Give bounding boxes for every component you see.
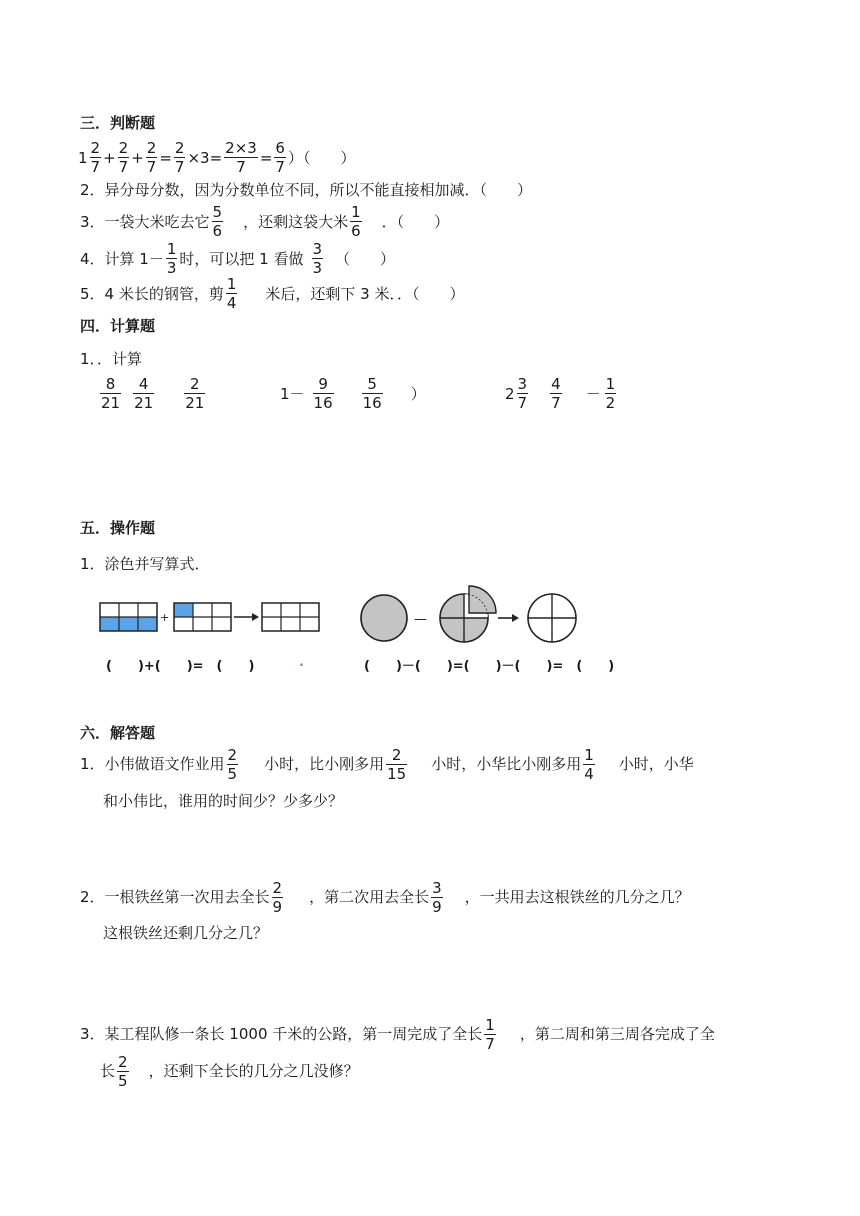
judge-q2: 2．异分母分数，因为分数单位不同，所以不能直接相加减．（ ） [80,181,533,199]
fraction: $\frac{1}{4}$ [226,275,237,312]
rect-a [100,603,157,631]
fraction: $\frac{2}{9}$ [272,879,283,916]
calc-expr-2: 1－ $\frac{9}{16}$ $\frac{5}{16}$ ） [280,375,426,412]
times-three: ×3= [187,148,223,167]
rect-equation-label: ( )+( )= ( ) [106,659,255,674]
answer-blank: ）（ ） [287,149,356,167]
fraction: $\frac{2}{5}$ [118,1053,128,1090]
rect-c [262,603,319,631]
arrow-icon [498,614,519,622]
fraction: $\frac{2}{7}$ [90,139,101,176]
answer-q1-cont: 和小伟比，谁用的时间少？少多少？ [103,792,344,810]
fraction: $\frac{2}{21}$ [185,375,205,412]
fraction: $\frac{8}{21}$ [101,375,121,412]
plus-sign: + [103,148,116,167]
calc-expr-1 [98,376,207,411]
fraction: $\frac{1}{7}$ [485,1016,495,1053]
full-circle [361,595,407,641]
q1-lead: 1 [78,148,88,167]
section6-heading: 六．解答题 [80,724,156,742]
answer-q3: 3．某工程队修一条长 1000 千米的公路，第一周完成了全长 $\frac{1}{7}$ ，第二周和第三周各完成了全 [80,1016,715,1053]
fraction: $\frac{4}{7}$ [551,375,561,412]
figure-dot: . [299,655,304,670]
fraction: $\frac{6}{7}$ [275,139,285,176]
judge-q4: 4．计算 1－ $\frac{1}{3}$ 时，可以把 1 看做 $\frac{3}{3}$ （ ） [80,240,396,277]
judge-q5: 5．4 米长的钢管，剪 $\frac{1}{4}$ 米后，还剩下 3 米．．（ ） [80,275,465,312]
section3-heading: 三．判断题 [80,114,156,132]
minus-label: — [414,612,427,627]
fraction: $\frac{3}{3}$ [312,240,323,277]
fraction: $\frac{9}{16}$ [313,375,333,412]
empty-quartered-circle [528,594,576,642]
rectangle-figure [96,600,326,640]
circle-equation-label: ( )－( )=( )－( )= ( ) [364,659,615,674]
fraction: $\frac{5}{6}$ [212,203,223,240]
fraction: $\frac{2}{7}$ [146,139,157,176]
fraction: $\frac{2}{15}$ [387,746,407,783]
answer-q3-cont: 长 $\frac{2}{5}$ ，还剩下全长的几分之几没修？ [100,1053,359,1090]
fraction: $\frac{3}{9}$ [432,879,442,916]
fraction: $\frac{1}{2}$ [605,375,616,412]
rect-b [174,603,231,631]
fraction: $\frac{1}{6}$ [351,203,361,240]
plus-sign: + [131,148,144,167]
fraction: $\frac{1}{3}$ [166,240,177,277]
fraction: $\frac{1}{4}$ [584,746,594,783]
op-q1-label: 1．涂色并写算式． [80,555,210,573]
answer-q1: 1．小伟做语文作业用 $\frac{2}{5}$ 小时，比小刚多用 $\frac{2}{15}$ 小时，小华比小刚多用 $\frac{1}{4}$ 小时，小华 [80,746,694,783]
fraction: $\frac{2}{7}$ [174,139,185,176]
arrow-icon [234,613,259,621]
calc-expr-3: 2 $\frac{3}{7}$ $\frac{4}{7}$ － $\frac{1}{2}$ [505,375,616,412]
plus-label: + [160,611,170,624]
equals-sign: = [259,148,273,167]
fraction: $\frac{3}{7}$ [517,375,528,412]
equals-sign: = [159,148,172,167]
fraction: $\frac{2\times 3}{7}$ [225,139,257,176]
judge-q3: 3．一袋大米吃去它 $\frac{5}{6}$ ，还剩这袋大米 $\frac{1}{6}$ ．（ ） [80,203,450,240]
judge-q1 [78,140,355,175]
fraction: $\frac{2}{5}$ [227,746,238,783]
answer-q2: 2．一根铁丝第一次用去全长 $\frac{2}{9}$ ，第二次用去全长 $\frac{3}{9}$ ，一共用去这根铁丝的几分之几？ [80,879,690,916]
fraction: $\frac{4}{21}$ [134,375,154,412]
calc-q1-label: 1．．计算 [80,350,143,368]
fraction: $\frac{2}{7}$ [118,139,129,176]
fraction: $\frac{5}{16}$ [362,375,382,412]
answer-q2-cont: 这根铁丝还剩几分之几？ [103,924,269,942]
section4-heading: 四．计算题 [80,317,156,335]
section5-heading: 五．操作题 [80,519,156,537]
circle-figure [352,578,602,648]
three-quarter-circle [440,586,496,642]
